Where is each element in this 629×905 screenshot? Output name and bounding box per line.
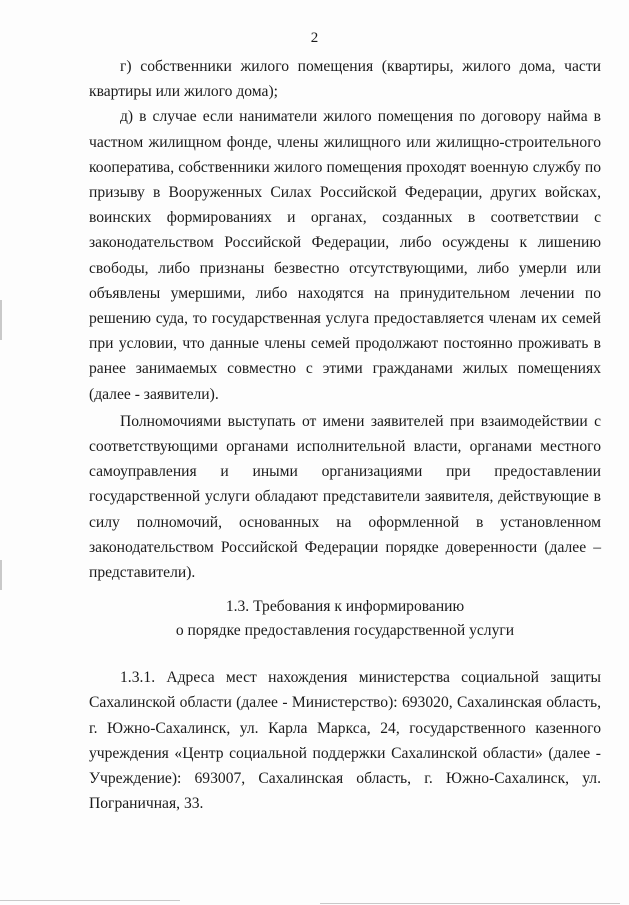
document-body (89, 54, 601, 816)
scan-edge-mark (0, 900, 180, 901)
paragraph-tenants-military: д) в случае если наниматели жилого помещения по договору найма в частном жилищном фонде, члены жилищного или жилищно-строительного кооператива, собственники жилого помещения проходят военную службу по призыву в Вооруженных Силах Российской Федерации, других войсках, воинских формированиях и органах, созданных в соответствии с законодательством Российской Федерации, либо осуждены к лишению свободы, либо признаны безвестно отсутствующими, либо умерли или объявлены умершими, либо находятся на принудительном лечении по решению суда, то государственная услуга предоставляется членам их семей при условии, что данные члены семей продолжают постоянно проживать в ранее занимаемых совместно с этими гражданами жилых помещениях (далее - заявители). (89, 108, 601, 403)
scan-edge-mark (0, 300, 2, 340)
paragraph-representatives: Полномочиями выступать от имени заявителей при взаимодействии с соответствующими органами исполнительной власти, органами местного самоуправления и иными организациями при предоставлении государственной услуги обладают представители заявителя, действующие в силу полномочий, основанных на оформленной в установленном законодательством Российской Федерации порядке доверенности (далее – представители). (89, 412, 601, 582)
heading-spacer (89, 643, 601, 665)
section-heading-line1: 1.3. Требования к информированию (225, 598, 465, 616)
paragraph-owners: г) собственники жилого помещения (квартиры, жилого дома, части квартиры или жилого дома); (89, 58, 601, 101)
paragraph-addresses: 1.3.1. Адреса мест нахождения министерства социальной защиты Сахалинской области (далее - Министерство): 693020, Сахалинская область, г. Южно-Сахалинск, ул. Карла Маркса, 24, государственного казенного учреждения «Центр социальной поддержки Сахалинской области» (далее - Учреждение): 693007, Сахалинская область, г. Южно-Сахалинск, ул. Пограничная, 33. (89, 669, 601, 813)
scan-edge-mark (320, 903, 620, 904)
page-number: 2 (310, 30, 319, 46)
scan-edge-mark (0, 560, 2, 590)
section-heading-line2: о порядке предоставления государственной услуги (175, 622, 515, 640)
